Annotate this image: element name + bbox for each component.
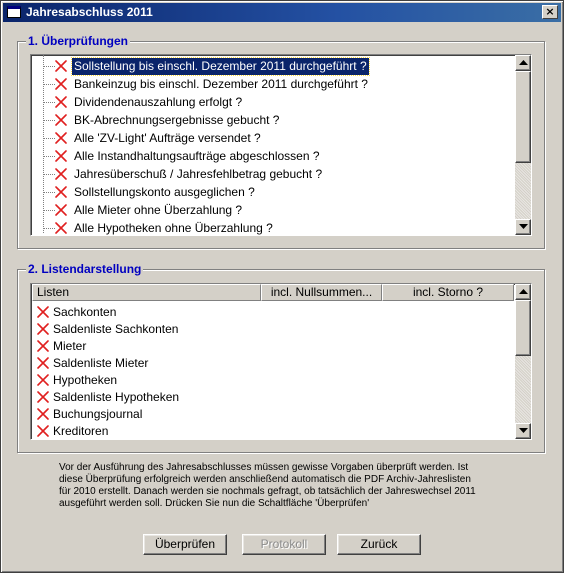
list-item-label: Kreditoren (53, 424, 109, 438)
check-item[interactable] (31, 184, 513, 201)
check-item[interactable] (31, 130, 513, 147)
failed-x-icon (55, 204, 68, 217)
check-item-label: Jahresüberschuß / Jahresfehlbetrag gebucht ? (74, 167, 323, 181)
list-item[interactable] (31, 321, 513, 338)
tree-connector (43, 102, 55, 103)
lists-scrollbar[interactable] (515, 284, 531, 439)
tree-connector (43, 138, 55, 139)
check-item-label: Alle Instandhaltungsaufträge abgeschlossen ? (74, 149, 320, 163)
tree-connector (43, 156, 55, 157)
failed-x-icon (37, 425, 50, 438)
protocol-button[interactable]: Protokoll (242, 534, 326, 555)
info-line: ausgeführt werden soll. Drücken Sie nun die Schaltfläche 'Überprüfen' (59, 498, 370, 509)
list-item[interactable] (31, 423, 513, 440)
failed-x-icon (37, 323, 50, 336)
checks-scrollbar[interactable] (515, 55, 531, 235)
scroll-up-button[interactable] (515, 55, 531, 71)
list-item-label: Hypotheken (53, 373, 118, 387)
back-button[interactable]: Zurück (337, 534, 421, 555)
info-text (59, 462, 529, 510)
tree-connector (43, 228, 55, 229)
list-item-label: Sachkonten (53, 305, 117, 319)
check-item[interactable] (31, 112, 513, 129)
group-checks (17, 34, 545, 249)
list-item[interactable] (31, 389, 513, 406)
list-item-label: Saldenliste Mieter (53, 356, 149, 370)
arrow-up-icon (519, 60, 528, 66)
check-item[interactable] (31, 220, 513, 236)
failed-x-icon (37, 408, 50, 421)
list-item-label: Saldenliste Sachkonten (53, 322, 179, 336)
failed-x-icon (37, 357, 50, 370)
check-item-label: Sollstellung bis einschl. Dezember 2011 durchgeführt ? (74, 59, 367, 73)
tree-connector (43, 210, 55, 211)
window-icon (7, 6, 21, 18)
scroll-thumb[interactable] (515, 300, 531, 356)
info-line: für 2010 erstellt. Danach werden sie nochmals gefragt, ob tatsächlich der Jahreswechsel 2011 (59, 486, 476, 497)
scroll-down-button[interactable] (515, 423, 531, 439)
tree-connector (43, 84, 55, 85)
scroll-down-button[interactable] (515, 219, 531, 235)
failed-x-icon (55, 78, 68, 91)
check-item-label: Alle 'ZV-Light' Aufträge versendet ? (74, 131, 261, 145)
check-item-label: Alle Mieter ohne Überzahlung ? (74, 203, 243, 217)
scroll-up-button[interactable] (515, 284, 531, 300)
check-item[interactable] (31, 76, 513, 93)
info-line: Vor der Ausführung des Jahresabschlusses müssen gewisse Vorgaben überprüft werden. Ist (59, 462, 469, 473)
lists-table[interactable] (30, 283, 532, 440)
tree-connector (43, 120, 55, 121)
arrow-down-icon (519, 428, 528, 434)
check-item[interactable] (31, 202, 513, 219)
list-item[interactable] (31, 355, 513, 372)
failed-x-icon (55, 114, 68, 127)
scroll-thumb[interactable] (515, 71, 531, 163)
list-item[interactable] (31, 304, 513, 321)
tree-connector (43, 192, 55, 193)
failed-x-icon (37, 391, 50, 404)
list-item-label: Mieter (53, 339, 87, 353)
check-item[interactable] (31, 94, 513, 111)
arrow-down-icon (519, 224, 528, 230)
info-line: diese Überprüfung erfolgreich werden anschließend automatisch die PDF Archiv-Jahreslisten (59, 474, 471, 485)
column-header-nullsummen[interactable]: incl. Nullsummen... (261, 284, 382, 301)
window-title: Jahresabschluss 2011 (26, 5, 153, 19)
failed-x-icon (37, 340, 50, 353)
failed-x-icon (55, 60, 68, 73)
list-item[interactable] (31, 372, 513, 389)
tree-connector (43, 174, 55, 175)
failed-x-icon (37, 374, 50, 387)
check-item[interactable] (31, 148, 513, 165)
group-lists (17, 262, 545, 453)
column-header-lists[interactable]: Listen (32, 284, 261, 301)
arrow-up-icon (519, 289, 528, 295)
failed-x-icon (55, 96, 68, 109)
failed-x-icon (55, 150, 68, 163)
check-item-label: Dividendenauszahlung erfolgt ? (74, 95, 243, 109)
check-item-label: Bankeinzug bis einschl. Dezember 2011 durchgeführt ? (74, 77, 368, 91)
close-button[interactable]: × (542, 5, 558, 19)
failed-x-icon (55, 186, 68, 199)
failed-x-icon (37, 306, 50, 319)
title-bar[interactable] (3, 3, 561, 22)
list-item-label: Saldenliste Hypotheken (53, 390, 180, 404)
check-item-label: BK-Abrechnungsergebnisse gebucht ? (74, 113, 280, 127)
check-item[interactable] (31, 166, 513, 183)
column-header-storno[interactable]: incl. Storno ? (382, 284, 514, 301)
failed-x-icon (55, 222, 68, 235)
check-item-label: Sollstellungskonto ausgeglichen ? (74, 185, 255, 199)
list-item[interactable] (31, 406, 513, 423)
list-item-label: Buchungsjournal (53, 407, 143, 421)
check-item-label: Alle Hypotheken ohne Überzahlung ? (74, 221, 273, 235)
group-lists-legend: 2. Listendarstellung (28, 262, 142, 276)
tree-connector (43, 66, 55, 67)
group-checks-legend: 1. Überprüfungen (28, 34, 129, 48)
failed-x-icon (55, 132, 68, 145)
check-item[interactable] (31, 58, 513, 75)
check-button[interactable]: Überprüfen (143, 534, 227, 555)
list-item[interactable] (31, 338, 513, 355)
checks-tree[interactable] (30, 54, 532, 236)
failed-x-icon (55, 168, 68, 181)
